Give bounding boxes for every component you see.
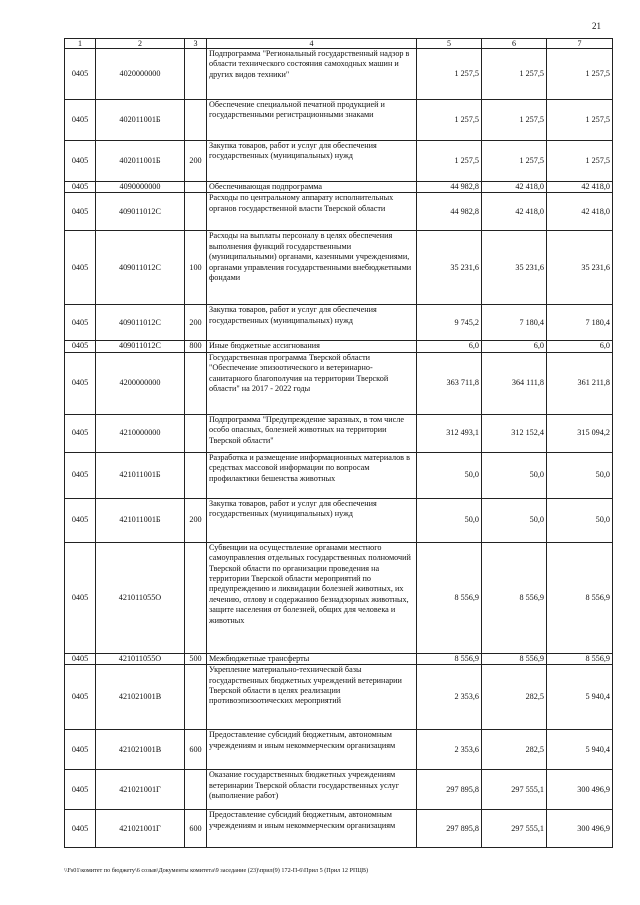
amount-col5: 6,0	[417, 341, 482, 352]
amount-col5: 44 982,8	[417, 193, 482, 231]
section-code: 0405	[65, 100, 96, 141]
amount-col5: 297 895,8	[417, 810, 482, 848]
row-description: Предоставление субсидий бюджетным, автономным учреждениям и иным некоммерческим организациям	[207, 730, 417, 770]
amount-col7: 50,0	[547, 498, 613, 542]
amount-col5: 35 231,6	[417, 231, 482, 305]
section-code: 0405	[65, 182, 96, 193]
amount-col6: 7 180,4	[482, 305, 547, 341]
row-description: Государственная программа Тверской области "Обеспечение эпизоотического и ветеринарно-санитарного благополучия на территории Тверской области" на 2017 - 2022 годы	[207, 352, 417, 414]
section-code: 0405	[65, 542, 96, 653]
amount-col5: 9 745,2	[417, 305, 482, 341]
section-code: 0405	[65, 414, 96, 452]
row-description: Расходы на выплаты персоналу в целях обеспечения выполнения функций государственными (муниципальными) органами, казенными учреждениями, органами управления государственными внебюджетными фондами	[207, 231, 417, 305]
amount-col7: 50,0	[547, 452, 613, 498]
amount-col7: 8 556,9	[547, 653, 613, 664]
section-code: 0405	[65, 810, 96, 848]
expense-type	[185, 49, 207, 100]
section-code: 0405	[65, 305, 96, 341]
amount-col6: 50,0	[482, 452, 547, 498]
target-code: 4090000000	[96, 182, 185, 193]
amount-col6: 1 257,5	[482, 100, 547, 141]
amount-col5: 312 493,1	[417, 414, 482, 452]
amount-col5: 2 353,6	[417, 730, 482, 770]
target-code: 409011012С	[96, 341, 185, 352]
amount-col6: 297 555,1	[482, 770, 547, 810]
expense-type: 200	[185, 305, 207, 341]
target-code: 421011001Б	[96, 452, 185, 498]
amount-col5: 44 982,8	[417, 182, 482, 193]
section-code: 0405	[65, 498, 96, 542]
amount-col6: 297 555,1	[482, 810, 547, 848]
row-description: Обеспечение специальной печатной продукцией и государственными регистрационными знаками	[207, 100, 417, 141]
amount-col5: 1 257,5	[417, 141, 482, 182]
table-row	[65, 231, 613, 305]
table-row	[65, 452, 613, 498]
table-row	[65, 770, 613, 810]
column-header-3: 3	[185, 39, 207, 49]
target-code: 421021001В	[96, 730, 185, 770]
column-header-4: 4	[207, 39, 417, 49]
table-row	[65, 653, 613, 664]
amount-col7: 300 496,9	[547, 810, 613, 848]
expense-type: 800	[185, 341, 207, 352]
target-code: 402011001Б	[96, 100, 185, 141]
amount-col7: 300 496,9	[547, 770, 613, 810]
expense-type	[185, 665, 207, 730]
amount-col6: 6,0	[482, 341, 547, 352]
amount-col6: 8 556,9	[482, 653, 547, 664]
amount-col7: 5 940,4	[547, 665, 613, 730]
amount-col5: 1 257,5	[417, 100, 482, 141]
amount-col5: 50,0	[417, 452, 482, 498]
amount-col5: 50,0	[417, 498, 482, 542]
section-code: 0405	[65, 193, 96, 231]
target-code: 409011012С	[96, 305, 185, 341]
amount-col5: 297 895,8	[417, 770, 482, 810]
amount-col5: 1 257,5	[417, 49, 482, 100]
row-description: Закупка товаров, работ и услуг для обеспечения государственных (муниципальных) нужд	[207, 305, 417, 341]
row-description: Предоставление субсидий бюджетным, автономным учреждениям и иным некоммерческим организациям	[207, 810, 417, 848]
section-code: 0405	[65, 665, 96, 730]
target-code: 409011012С	[96, 231, 185, 305]
amount-col6: 42 418,0	[482, 182, 547, 193]
expense-type	[185, 193, 207, 231]
section-code: 0405	[65, 730, 96, 770]
expense-type: 100	[185, 231, 207, 305]
target-code: 4210000000	[96, 414, 185, 452]
row-description: Закупка товаров, работ и услуг для обеспечения государственных (муниципальных) нужд	[207, 498, 417, 542]
expense-type: 600	[185, 730, 207, 770]
column-header-5: 5	[417, 39, 482, 49]
row-description: Закупка товаров, работ и услуг для обеспечения государственных (муниципальных) нужд	[207, 141, 417, 182]
amount-col7: 1 257,5	[547, 49, 613, 100]
table-row	[65, 352, 613, 414]
expense-type	[185, 542, 207, 653]
amount-col7: 42 418,0	[547, 193, 613, 231]
table-row	[65, 49, 613, 100]
target-code: 4020000000	[96, 49, 185, 100]
table-row	[65, 498, 613, 542]
section-code: 0405	[65, 653, 96, 664]
expense-type: 200	[185, 141, 207, 182]
table-row	[65, 730, 613, 770]
table-row	[65, 182, 613, 193]
amount-col6: 312 152,4	[482, 414, 547, 452]
table-row	[65, 341, 613, 352]
target-code: 421021001Г	[96, 810, 185, 848]
amount-col5: 2 353,6	[417, 665, 482, 730]
amount-col7: 6,0	[547, 341, 613, 352]
section-code: 0405	[65, 231, 96, 305]
section-code: 0405	[65, 770, 96, 810]
target-code: 409011012С	[96, 193, 185, 231]
header-row	[65, 39, 613, 49]
amount-col6: 50,0	[482, 498, 547, 542]
expense-type	[185, 100, 207, 141]
table-row	[65, 100, 613, 141]
amount-col7: 42 418,0	[547, 182, 613, 193]
file-path-footer: \\Fs01\комитет по бюджету\6 созыв\Документы комитета\9 заседание (23)\прил(9) 172-П-6\Прил 5 (Прил 12 РПЦВ)	[64, 867, 369, 874]
row-description: Укрепление материально-технической базы государственных бюджетных учреждений ветеринарии Тверской области в целях реализации противоэпизоотических мероприятий	[207, 665, 417, 730]
amount-col7: 361 211,8	[547, 352, 613, 414]
amount-col7: 7 180,4	[547, 305, 613, 341]
row-description: Подпрограмма "Предупреждение заразных, в том числе особо опасных, болезней животных на территории Тверской области"	[207, 414, 417, 452]
table-row	[65, 193, 613, 231]
section-code: 0405	[65, 141, 96, 182]
amount-col6: 35 231,6	[482, 231, 547, 305]
amount-col5: 8 556,9	[417, 653, 482, 664]
row-description: Расходы по центральному аппарату исполнительных органов государственной власти Тверской области	[207, 193, 417, 231]
table-row	[65, 414, 613, 452]
budget-table	[64, 38, 613, 848]
amount-col6: 282,5	[482, 665, 547, 730]
row-description: Межбюджетные трансферты	[207, 653, 417, 664]
section-code: 0405	[65, 452, 96, 498]
amount-col6: 1 257,5	[482, 49, 547, 100]
amount-col7: 8 556,9	[547, 542, 613, 653]
target-code: 421021001Г	[96, 770, 185, 810]
amount-col7: 315 094,2	[547, 414, 613, 452]
row-description: Разработка и размещение информационных материалов в средствах массовой информации по вопросам профилактики бешенства животных	[207, 452, 417, 498]
table-row	[65, 305, 613, 341]
amount-col7: 5 940,4	[547, 730, 613, 770]
table-row	[65, 665, 613, 730]
amount-col6: 8 556,9	[482, 542, 547, 653]
section-code: 0405	[65, 49, 96, 100]
table-row	[65, 141, 613, 182]
amount-col7: 1 257,5	[547, 141, 613, 182]
row-description: Подпрограмма "Региональный государственный надзор в области технического состояния самоходных машин и других видов техники"	[207, 49, 417, 100]
target-code: 4200000000	[96, 352, 185, 414]
amount-col6: 282,5	[482, 730, 547, 770]
amount-col7: 35 231,6	[547, 231, 613, 305]
target-code: 402011001Б	[96, 141, 185, 182]
target-code: 421011055О	[96, 653, 185, 664]
amount-col6: 42 418,0	[482, 193, 547, 231]
row-description: Субвенции на осуществление органами местного самоуправления отдельных государственных полномочий Тверской области по организации проведения на территории Тверской области мероприятий по предупреждению и ликвидации болезней животных, их лечению, отлову и содержанию безнадзорных животных, защите населения от болезней, общих для человека и животных	[207, 542, 417, 653]
expense-type	[185, 452, 207, 498]
target-code: 421011055О	[96, 542, 185, 653]
row-description: Иные бюджетные ассигнования	[207, 341, 417, 352]
amount-col7: 1 257,5	[547, 100, 613, 141]
table-row	[65, 810, 613, 848]
section-code: 0405	[65, 341, 96, 352]
expense-type	[185, 352, 207, 414]
column-header-7: 7	[547, 39, 613, 49]
amount-col5: 8 556,9	[417, 542, 482, 653]
expense-type: 600	[185, 810, 207, 848]
row-description: Оказание государственных бюджетных учреждениям ветеринарии Тверской области государственных услуг (выполнение работ)	[207, 770, 417, 810]
expense-type: 500	[185, 653, 207, 664]
expense-type	[185, 182, 207, 193]
column-header-1: 1	[65, 39, 96, 49]
page-number: 21	[592, 21, 601, 31]
table-row	[65, 542, 613, 653]
section-code: 0405	[65, 352, 96, 414]
expense-type	[185, 414, 207, 452]
amount-col6: 364 111,8	[482, 352, 547, 414]
amount-col5: 363 711,8	[417, 352, 482, 414]
column-header-2: 2	[96, 39, 185, 49]
target-code: 421021001В	[96, 665, 185, 730]
amount-col6: 1 257,5	[482, 141, 547, 182]
row-description: Обеспечивающая подпрограмма	[207, 182, 417, 193]
target-code: 421011001Б	[96, 498, 185, 542]
column-header-6: 6	[482, 39, 547, 49]
expense-type: 200	[185, 498, 207, 542]
expense-type	[185, 770, 207, 810]
